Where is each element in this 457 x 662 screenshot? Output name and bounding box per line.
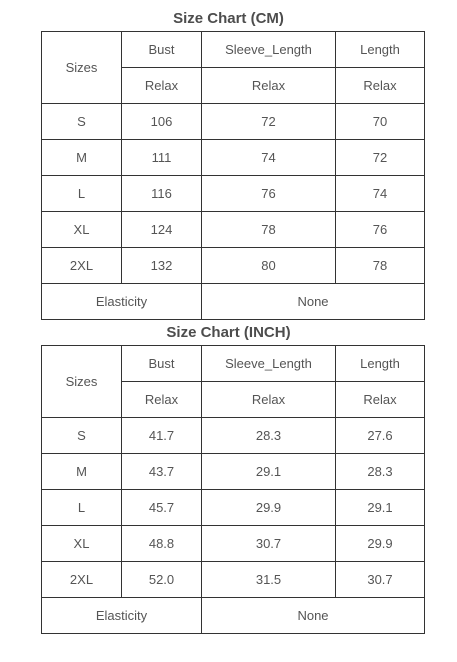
sleeve-length-cell: 74	[202, 140, 336, 176]
elasticity-row	[42, 284, 425, 320]
length-cell: 29.9	[336, 526, 425, 562]
bust-cell: 41.7	[122, 418, 202, 454]
table-row	[42, 104, 425, 140]
table-row	[42, 248, 425, 284]
sleeve-length-cell: 31.5	[202, 562, 336, 598]
size-cell: L	[42, 176, 122, 212]
sleeve-length-cell: 29.1	[202, 454, 336, 490]
elasticity-value: None	[202, 284, 425, 320]
bust-cell: 52.0	[122, 562, 202, 598]
length-header: Length	[336, 346, 425, 382]
size-cell: S	[42, 418, 122, 454]
bust-cell: 124	[122, 212, 202, 248]
table-row	[42, 176, 425, 212]
sleeve-length-cell: 28.3	[202, 418, 336, 454]
bust-header: Bust	[122, 32, 202, 68]
size-chart-cm-title: Size Chart (CM)	[173, 10, 284, 27]
size-cell: S	[42, 104, 122, 140]
table-row	[42, 212, 425, 248]
header-row	[42, 32, 425, 68]
size-cell: M	[42, 454, 122, 490]
bust-cell: 132	[122, 248, 202, 284]
sleeve-length-cell: 29.9	[202, 490, 336, 526]
length-cell: 78	[336, 248, 425, 284]
sleeve-length-header: Sleeve_Length	[202, 32, 336, 68]
size-cell: XL	[42, 526, 122, 562]
bust-cell: 45.7	[122, 490, 202, 526]
size-cell: 2XL	[42, 562, 122, 598]
bust-cell: 48.8	[122, 526, 202, 562]
length-cell: 70	[336, 104, 425, 140]
size-chart-inch-title: Size Chart (INCH)	[166, 324, 291, 341]
size-cell: 2XL	[42, 248, 122, 284]
length-fit: Relax	[336, 68, 425, 104]
sleeve-length-cell: 76	[202, 176, 336, 212]
size-cell: M	[42, 140, 122, 176]
elasticity-row	[42, 598, 425, 634]
length-cell: 30.7	[336, 562, 425, 598]
bust-cell: 106	[122, 104, 202, 140]
sleeve-length-cell: 72	[202, 104, 336, 140]
size-chart-inch-body	[42, 346, 425, 634]
sleeve-length-cell: 30.7	[202, 526, 336, 562]
sleeve-length-cell: 78	[202, 212, 336, 248]
bust-cell: 43.7	[122, 454, 202, 490]
length-cell: 29.1	[336, 490, 425, 526]
elasticity-label: Elasticity	[42, 284, 202, 320]
bust-cell: 116	[122, 176, 202, 212]
table-row	[42, 490, 425, 526]
elasticity-label: Elasticity	[42, 598, 202, 634]
table-row	[42, 526, 425, 562]
table-row	[42, 562, 425, 598]
elasticity-value: None	[202, 598, 425, 634]
table-row	[42, 418, 425, 454]
size-chart-cm-table	[41, 31, 425, 320]
sleeve-length-fit: Relax	[202, 382, 336, 418]
header-row	[42, 346, 425, 382]
length-cell: 72	[336, 140, 425, 176]
sleeve-length-fit: Relax	[202, 68, 336, 104]
length-cell: 74	[336, 176, 425, 212]
bust-fit: Relax	[122, 382, 202, 418]
length-cell: 28.3	[336, 454, 425, 490]
bust-fit: Relax	[122, 68, 202, 104]
table-row	[42, 140, 425, 176]
bust-cell: 111	[122, 140, 202, 176]
sizes-header: Sizes	[42, 346, 122, 418]
length-cell: 27.6	[336, 418, 425, 454]
table-row	[42, 454, 425, 490]
sizes-header: Sizes	[42, 32, 122, 104]
sleeve-length-cell: 80	[202, 248, 336, 284]
size-cell: XL	[42, 212, 122, 248]
length-fit: Relax	[336, 382, 425, 418]
length-header: Length	[336, 32, 425, 68]
size-chart-inch-table	[41, 345, 425, 634]
bust-header: Bust	[122, 346, 202, 382]
size-chart-cm-body	[42, 32, 425, 320]
length-cell: 76	[336, 212, 425, 248]
size-cell: L	[42, 490, 122, 526]
sleeve-length-header: Sleeve_Length	[202, 346, 336, 382]
